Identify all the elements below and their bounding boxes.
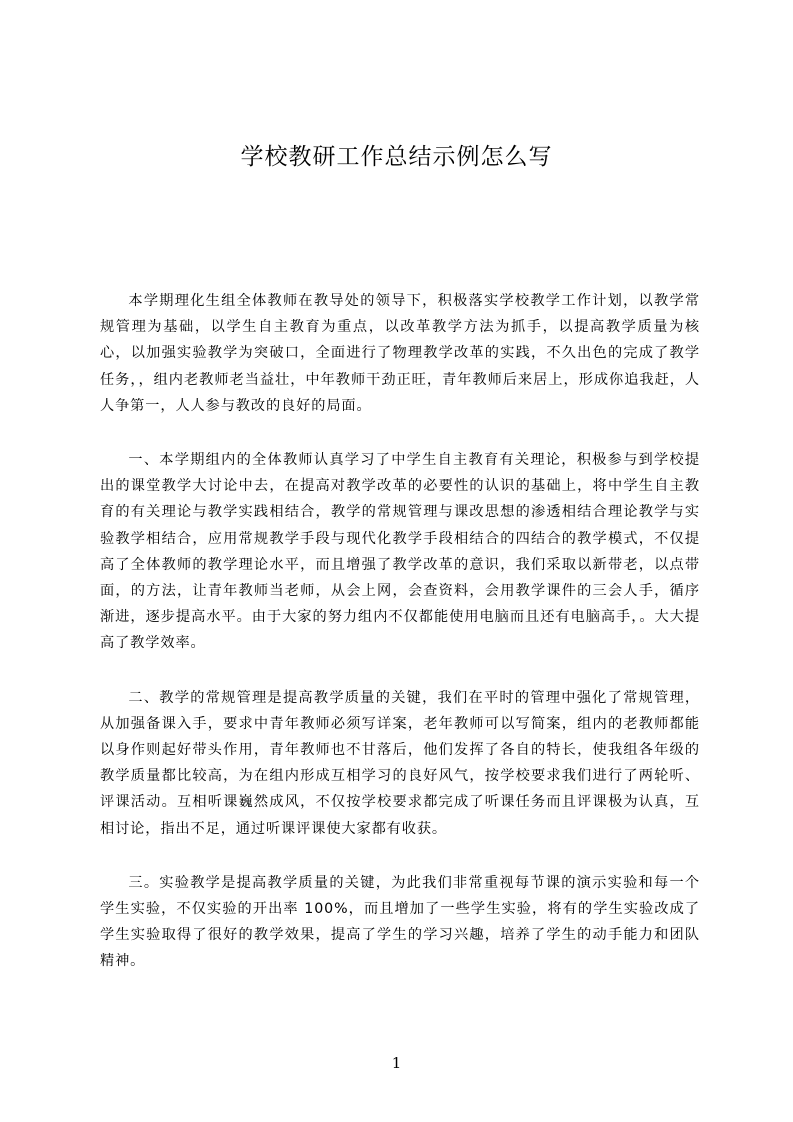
page-number: 1 bbox=[391, 1054, 402, 1072]
paragraph-section-two: 二、教学的常规管理是提高教学质量的关键，我们在平时的管理中强化了常规管理，从加强备课入手，要求中青年教师必须写详案，老年教师可以写简案，组内的老教师都能以身作则起好带头作用，青年教师也不甘落后，他们发挥了各自的特长，使我组各年级的教学质量都比较高，为在组内形成互相学习的良好风气，按学校要求我们进行了两轮听、评课活动。互相听课巍然成风，不仅按学校要求都完成了听课任务而且评课极为认真，互相讨论，指出不足，通过听课评课使大家都有收获。 bbox=[100, 689, 700, 837]
paragraph-intro: 本学期理化生组全体教师在教导处的领导下，积极落实学校教学工作计划，以教学常规管理为基础，以学生自主教育为重点，以改革教学方法为抓手，以提高教学质量为核心，以加强实验教学为突破口，全面进行了物理教学改革的实践，不久出色的完成了教学任务，，组内老教师老当益壮，中年教师干劲正旺，青年教师后来居上，形成你追我赶，人人争第一，人人参与教改的良好的局面。 bbox=[100, 293, 700, 414]
document-body bbox=[100, 288, 700, 1003]
paragraph-section-three: 三。实验教学是提高教学质量的关键，为此我们非常重视每节课的演示实验和每一个学生实验，不仅实验的开出率 100%，而且增加了一些学生实验，将有的学生实验改成了学生实验取得了很好的教学效果，提高了学生的学习兴趣，培养了学生的动手能力和团队精神。 bbox=[100, 874, 700, 970]
paragraph-section-one: 一、本学期组内的全体教师认真学习了中学生自主教育有关理论，积极参与到学校提出的课堂教学大讨论中去，在提高对教学改革的必要性的认识的基础上，将中学生自主教育的有关理论与教学实践相结合，教学的常规管理与课改思想的渗透相结合理论教学与实验教学相结合，应用常规教学手段与现代化教学手段相结合的四结合的教学模式，不仅提高了全体教师的教学理论水平，而且增强了教学改革的意识，我们采取以新带老，以点带面，的方法，让青年教师当老师，从会上网，会查资料，会用教学课件的三会人手，循序渐进，逐步提高水平。由于大家的努力组内不仅都能使用电脑而且还有电脑高手，。大大提高了教学效率。 bbox=[100, 452, 700, 652]
document-title: 学校教研工作总结示例怎么写 bbox=[240, 144, 553, 170]
